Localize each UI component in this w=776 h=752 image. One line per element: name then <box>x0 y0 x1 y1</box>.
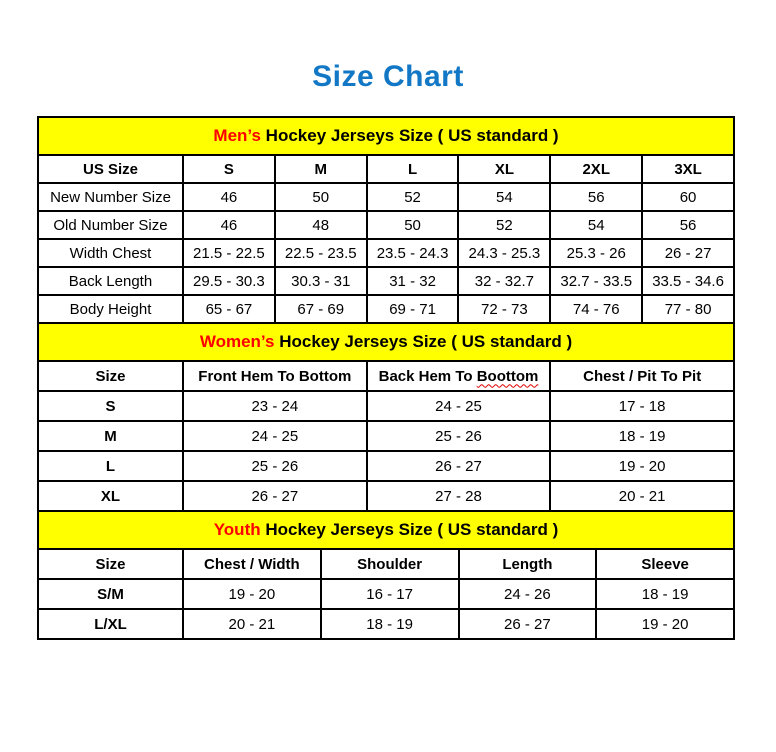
men-size-value-cell: 48 <box>275 211 367 239</box>
men-size-value-cell: 29.5 - 30.3 <box>183 267 275 295</box>
women-size-value-cell: 26 - 27 <box>183 481 367 511</box>
youth-col-header-4: Sleeve <box>596 549 734 579</box>
youth-table-row <box>38 609 734 639</box>
youth-row-label: L/XL <box>38 609 183 639</box>
men-col-header-3: L <box>367 155 459 183</box>
women-section-title-text: Hockey Jerseys Size ( US standard ) <box>274 332 573 351</box>
men-size-value-cell: 33.5 - 34.6 <box>642 267 734 295</box>
youth-row-label: S/M <box>38 579 183 609</box>
youth-size-value-cell: 20 - 21 <box>183 609 321 639</box>
men-table-row <box>38 239 734 267</box>
youth-col-header-0: Size <box>38 549 183 579</box>
men-size-value-cell: 54 <box>550 211 642 239</box>
youth-size-table <box>37 510 735 640</box>
men-table-row <box>38 267 734 295</box>
men-size-value-cell: 72 - 73 <box>458 295 550 323</box>
youth-section-title <box>38 511 734 549</box>
youth-section-header-row <box>38 511 734 549</box>
women-row-label: S <box>38 391 183 421</box>
women-size-value-cell: 20 - 21 <box>550 481 734 511</box>
men-size-value-cell: 32.7 - 33.5 <box>550 267 642 295</box>
women-size-value-cell: 23 - 24 <box>183 391 367 421</box>
youth-size-value-cell: 18 - 19 <box>321 609 459 639</box>
women-size-table <box>37 322 735 512</box>
women-col-header-2 <box>367 361 551 391</box>
men-size-value-cell: 32 - 32.7 <box>458 267 550 295</box>
youth-col-header-3: Length <box>459 549 597 579</box>
page-title: Size Chart <box>312 60 464 93</box>
size-tables <box>37 116 735 640</box>
women-misspelled-word: Boottom <box>476 367 539 385</box>
youth-section-accent-text: Youth <box>213 520 261 539</box>
men-row-label: New Number Size <box>38 183 183 211</box>
men-size-value-cell: 22.5 - 23.5 <box>275 239 367 267</box>
men-size-value-cell: 26 - 27 <box>642 239 734 267</box>
men-size-value-cell: 52 <box>367 183 459 211</box>
women-table-row <box>38 451 734 481</box>
men-row-label: Width Chest <box>38 239 183 267</box>
men-size-value-cell: 56 <box>550 183 642 211</box>
men-section-title <box>38 117 734 155</box>
men-size-value-cell: 77 - 80 <box>642 295 734 323</box>
men-size-value-cell: 50 <box>367 211 459 239</box>
women-size-value-cell: 24 - 25 <box>183 421 367 451</box>
men-col-header-1: S <box>183 155 275 183</box>
women-col-header-3: Chest / Pit To Pit <box>550 361 734 391</box>
women-row-label: XL <box>38 481 183 511</box>
women-table-row <box>38 391 734 421</box>
youth-size-value-cell: 18 - 19 <box>596 579 734 609</box>
men-col-header-2: M <box>275 155 367 183</box>
women-size-value-cell: 18 - 19 <box>550 421 734 451</box>
youth-size-value-cell: 19 - 20 <box>183 579 321 609</box>
men-size-value-cell: 25.3 - 26 <box>550 239 642 267</box>
men-row-label: Back Length <box>38 267 183 295</box>
women-col-header-text: Back Hem To <box>378 367 477 385</box>
men-size-value-cell: 23.5 - 24.3 <box>367 239 459 267</box>
youth-size-value-cell: 26 - 27 <box>459 609 597 639</box>
women-row-label: M <box>38 421 183 451</box>
men-size-value-cell: 74 - 76 <box>550 295 642 323</box>
men-size-value-cell: 50 <box>275 183 367 211</box>
men-size-value-cell: 46 <box>183 183 275 211</box>
men-size-value-cell: 54 <box>458 183 550 211</box>
women-table-row <box>38 481 734 511</box>
men-size-value-cell: 60 <box>642 183 734 211</box>
men-col-header-0: US Size <box>38 155 183 183</box>
women-col-header-1: Front Hem To Bottom <box>183 361 367 391</box>
youth-size-value-cell: 19 - 20 <box>596 609 734 639</box>
men-size-value-cell: 65 - 67 <box>183 295 275 323</box>
men-section-title-text: Hockey Jerseys Size ( US standard ) <box>260 126 559 145</box>
women-size-value-cell: 25 - 26 <box>183 451 367 481</box>
men-size-value-cell: 21.5 - 22.5 <box>183 239 275 267</box>
women-column-header-row <box>38 361 734 391</box>
women-size-value-cell: 25 - 26 <box>367 421 551 451</box>
men-section-header-row <box>38 117 734 155</box>
youth-col-header-2: Shoulder <box>321 549 459 579</box>
men-size-value-cell: 69 - 71 <box>367 295 459 323</box>
women-size-value-cell: 26 - 27 <box>367 451 551 481</box>
youth-section-title-text: Hockey Jerseys Size ( US standard ) <box>260 520 559 539</box>
men-size-value-cell: 52 <box>458 211 550 239</box>
youth-column-header-row <box>38 549 734 579</box>
men-size-value-cell: 67 - 69 <box>275 295 367 323</box>
women-table-row <box>38 421 734 451</box>
size-chart-page <box>0 60 776 640</box>
men-col-header-6: 3XL <box>642 155 734 183</box>
men-table-row <box>38 295 734 323</box>
women-section-accent-text: Women’s <box>199 332 275 351</box>
women-size-value-cell: 24 - 25 <box>367 391 551 421</box>
men-table-row <box>38 183 734 211</box>
men-size-value-cell: 56 <box>642 211 734 239</box>
men-size-value-cell: 24.3 - 25.3 <box>458 239 550 267</box>
men-section-accent-text: Men’s <box>213 126 261 145</box>
men-size-value-cell: 31 - 32 <box>367 267 459 295</box>
youth-size-value-cell: 24 - 26 <box>459 579 597 609</box>
youth-col-header-1: Chest / Width <box>183 549 321 579</box>
youth-size-value-cell: 16 - 17 <box>321 579 459 609</box>
women-col-header-0: Size <box>38 361 183 391</box>
men-size-value-cell: 46 <box>183 211 275 239</box>
men-col-header-5: 2XL <box>550 155 642 183</box>
youth-table-row <box>38 579 734 609</box>
women-section-header-row <box>38 323 734 361</box>
men-table-row <box>38 211 734 239</box>
women-size-value-cell: 17 - 18 <box>550 391 734 421</box>
men-column-header-row <box>38 155 734 183</box>
men-row-label: Old Number Size <box>38 211 183 239</box>
men-size-table <box>37 116 735 324</box>
men-row-label: Body Height <box>38 295 183 323</box>
women-size-value-cell: 19 - 20 <box>550 451 734 481</box>
women-size-value-cell: 27 - 28 <box>367 481 551 511</box>
women-section-title <box>38 323 734 361</box>
men-col-header-4: XL <box>458 155 550 183</box>
women-row-label: L <box>38 451 183 481</box>
men-size-value-cell: 30.3 - 31 <box>275 267 367 295</box>
